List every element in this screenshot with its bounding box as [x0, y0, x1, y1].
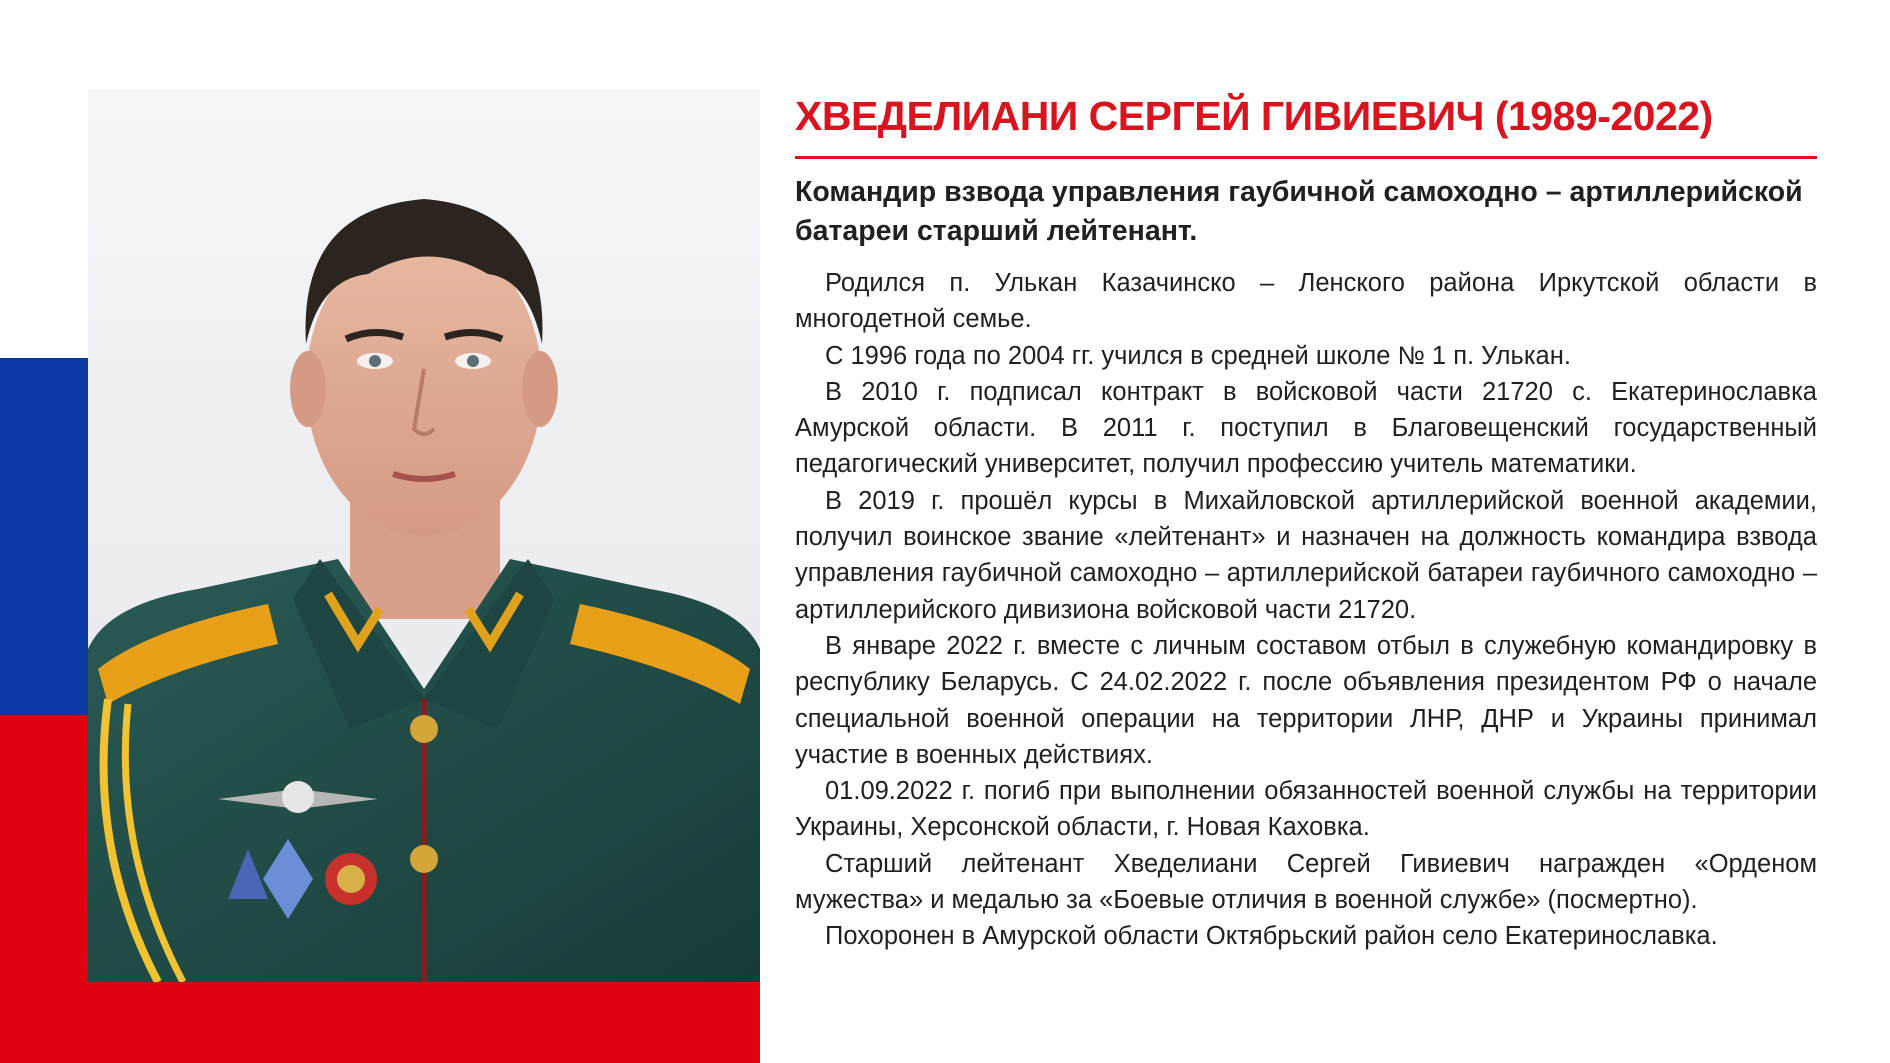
bio-paragraph-burial: Похоронен в Амурской области Октябрьский район село Екатеринославка. [825, 922, 1718, 951]
bio-paragraph-academy: В 2019 г. прошёл курсы в Михайловской артиллерийской военной академии, получил воинское звание «лейтенант» и назначен на должность командира взвода управления гаубичной самоходно – артиллерийской батареи гаубичного самоходно – артиллерийского дивизиона войсковой части 21720. [795, 486, 1817, 624]
bio-paragraph-deployment: В январе 2022 г. вместе с личным составом отбыл в служебную командировку в республику Беларусь. С 24.02.2022 г. после объявления президентом РФ о начале специальной военной операции на территории ЛНР, ДНР и Украины принимал участие в военных действиях. [795, 631, 1817, 769]
bio-paragraph-death: 01.09.2022 г. погиб при выполнении обязанностей военной службы на территории Украины, Херсонской области, г. Новая Каховка. [795, 777, 1817, 842]
portrait-illustration [88, 89, 760, 982]
bio-paragraph-contract: В 2010 г. подписал контракт в войсковой части 21720 с. Екатеринославка Амурской области. В 2011 г. поступил в Благовещенский государственный педагогический университет, получил профессию учитель математики. [795, 377, 1817, 479]
portrait-photo [88, 89, 760, 982]
biography-panel [795, 88, 1817, 955]
bio-paragraph-awards: Старший лейтенант Хведелиани Сергей Гивиевич награжден «Орденом мужества» и медалью за «Боевые отличия в военной службе» (посмертно). [795, 849, 1817, 915]
biography-text [795, 265, 1817, 955]
bio-paragraph-school: С 1996 года по 2004 гг. учился в средней школе № 1 п. Улькан. [825, 341, 1571, 370]
rank-title: Командир взвода управления гаубичной самоходно – артиллерийской батареи старший лейтенант. [795, 176, 1803, 247]
title-divider [795, 156, 1817, 159]
bio-paragraph-birth: Родился п. Улькан Казачинско – Ленского района Иркутской области в многодетной семье. [795, 269, 1817, 334]
person-name: ХВЕДЕЛИАНИ СЕРГЕЙ ГИВИЕВИЧ (1989-2022) [795, 93, 1713, 139]
